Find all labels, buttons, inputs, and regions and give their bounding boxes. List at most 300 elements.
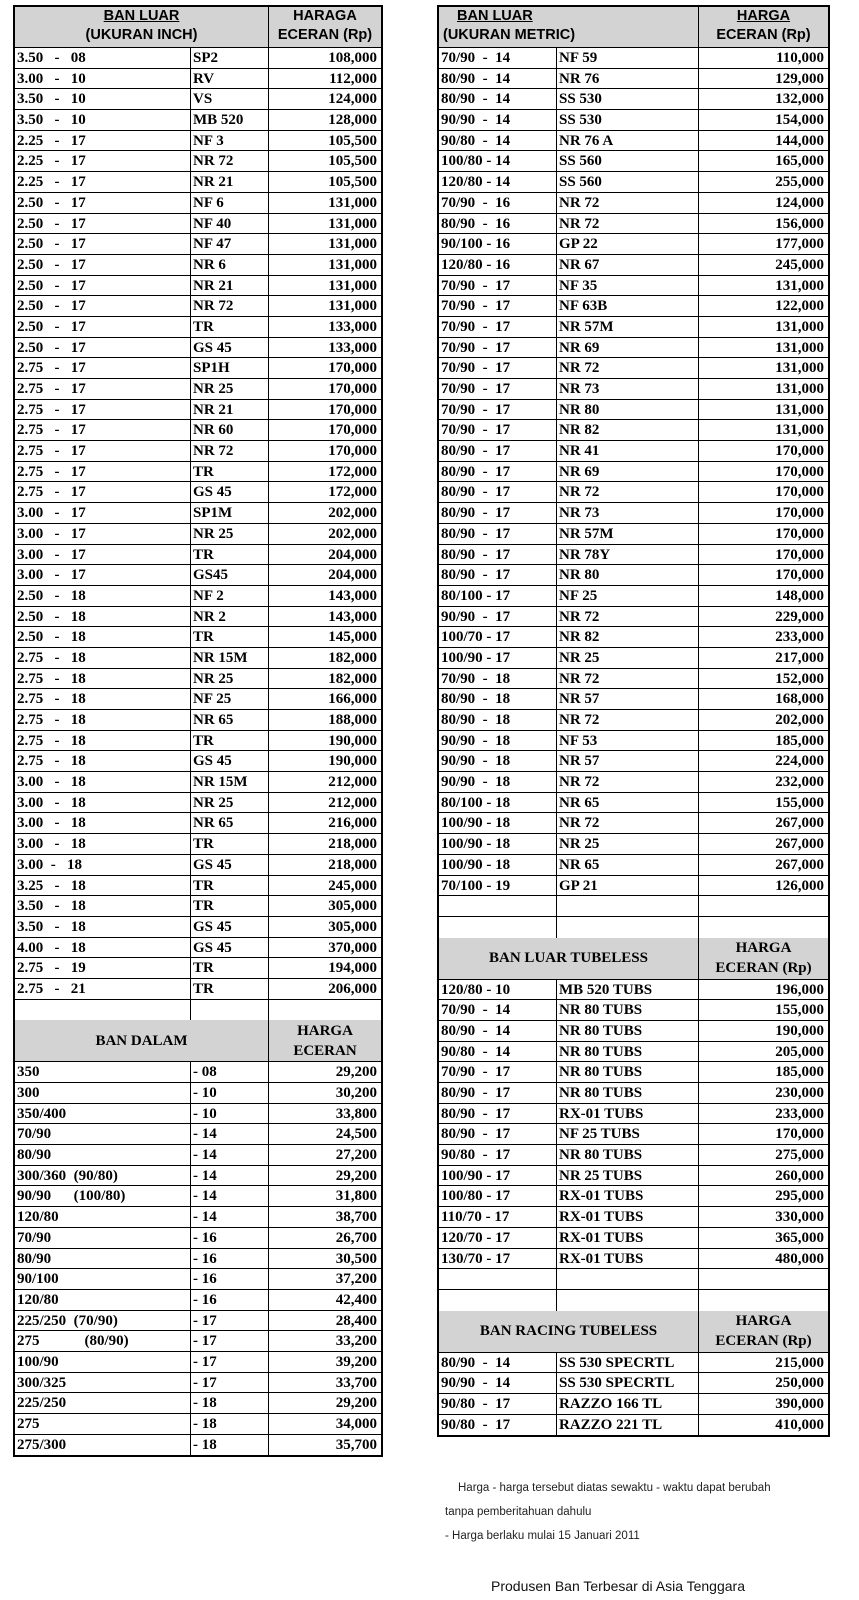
right-price-header-line1: HARGA — [736, 8, 791, 24]
size-cell: 3.00 - 18 — [15, 772, 191, 792]
type-cell: NR 15M — [191, 648, 269, 668]
size-cell: 70/90 - 17 — [439, 317, 557, 337]
table-row — [15, 1228, 381, 1249]
table-row — [439, 1415, 828, 1436]
type-cell: TR — [191, 731, 269, 751]
size-cell: 225/250 — [15, 1393, 191, 1413]
table-row — [439, 400, 828, 421]
table-row — [439, 896, 828, 917]
type-cell: SS 530 SPECRTL — [557, 1373, 699, 1393]
size-cell: 2.75 - 18 — [15, 689, 191, 709]
table-row — [439, 1353, 828, 1374]
racing-price-line2: ECERAN (Rp) — [715, 1333, 812, 1350]
size-cell: 2.75 - 17 — [15, 379, 191, 399]
type-cell: TR — [191, 317, 269, 337]
size-cell: 70/90 - 17 — [439, 420, 557, 440]
price-cell: 39,200 — [335, 1353, 377, 1370]
price-cell: 185,000 — [775, 732, 824, 749]
table-row — [15, 358, 381, 379]
size-cell: 2.50 - 17 — [15, 193, 191, 213]
type-cell: - 17 — [191, 1311, 269, 1331]
price-cell: 131,000 — [775, 339, 824, 356]
table-row — [439, 1042, 828, 1063]
size-cell: 3.00 - 18 — [15, 793, 191, 813]
tubeless-rows — [439, 980, 828, 1311]
type-cell: GP 21 — [557, 876, 699, 896]
table-row — [15, 751, 381, 772]
price-cell: 30,200 — [335, 1085, 377, 1101]
size-cell — [439, 1269, 557, 1289]
table-row — [439, 1186, 828, 1207]
size-cell: 2.75 - 18 — [15, 751, 191, 771]
price-cell: 295,000 — [775, 1188, 824, 1205]
type-cell: NR 25 — [191, 669, 269, 689]
racing-header-row — [439, 1311, 828, 1353]
type-cell: TR — [191, 627, 269, 647]
price-cell: 42,400 — [335, 1291, 377, 1308]
price-cell: 194,000 — [328, 960, 377, 977]
size-cell: 70/90 — [15, 1228, 191, 1248]
size-cell: 2.75 - 17 — [15, 358, 191, 378]
table-row — [15, 1373, 381, 1394]
price-cell: 202,000 — [775, 712, 824, 728]
size-cell: 350/400 — [15, 1104, 191, 1124]
size-cell: 70/90 - 16 — [439, 193, 557, 213]
size-cell: 120/80 - 10 — [439, 980, 557, 1000]
table-row — [15, 1269, 381, 1290]
type-cell: - 17 — [191, 1373, 269, 1393]
type-cell: NR 72 — [557, 214, 699, 234]
table-row — [15, 1352, 381, 1373]
table-row — [15, 586, 381, 607]
price-cell — [699, 1269, 828, 1289]
left-size-header-line2: (UKURAN INCH) — [85, 27, 198, 43]
table-row — [439, 441, 828, 462]
price-cell: 216,000 — [328, 815, 377, 832]
type-cell: NR 72 — [557, 710, 699, 730]
size-cell: 2.50 - 18 — [15, 586, 191, 606]
type-cell: NR 65 — [557, 793, 699, 813]
size-cell: 3.00 - 18 — [15, 813, 191, 833]
price-cell: 33,200 — [335, 1333, 377, 1350]
size-cell: 300/360 (90/80) — [15, 1166, 191, 1186]
size-cell: 110/70 - 17 — [439, 1207, 557, 1227]
price-cell — [699, 896, 828, 916]
price-cell: 245,000 — [328, 877, 377, 894]
size-cell: 3.00 - 10 — [15, 69, 191, 89]
table-row — [439, 607, 828, 628]
type-cell: NF 3 — [191, 131, 269, 151]
table-row — [439, 669, 828, 690]
right-rows — [439, 48, 828, 938]
type-cell: NR 72 — [557, 669, 699, 689]
size-cell: 80/90 - 17 — [439, 565, 557, 585]
left-size-header — [15, 7, 269, 47]
table-row — [15, 689, 381, 710]
type-cell: NF 63B — [557, 296, 699, 316]
note-line-1: Harga - harga tersebut diatas sewaktu - waktu dapat berubah — [458, 1482, 771, 1494]
type-cell: RX-01 TUBS — [557, 1104, 699, 1124]
right-price-table — [437, 5, 830, 1437]
type-cell: NR 72 — [557, 813, 699, 833]
size-cell: 3.50 - 10 — [15, 110, 191, 130]
price-cell: 132,000 — [775, 91, 824, 108]
type-cell: NF 25 TUBS — [557, 1124, 699, 1144]
type-cell — [557, 917, 699, 938]
type-cell: NR 25 TUBS — [557, 1166, 699, 1186]
price-cell: 108,000 — [328, 50, 377, 66]
size-cell: 80/90 - 17 — [439, 1104, 557, 1124]
price-cell: 131,000 — [775, 360, 824, 377]
size-cell: 70/90 — [15, 1124, 191, 1144]
size-cell: 100/80 - 17 — [439, 1186, 557, 1206]
type-cell: NR 72 — [557, 772, 699, 792]
price-cell: 172,000 — [328, 463, 377, 480]
type-cell: GP 22 — [557, 234, 699, 254]
type-cell: NR 25 — [557, 834, 699, 854]
size-cell: 2.75 - 17 — [15, 400, 191, 420]
size-cell: 120/80 - 16 — [439, 255, 557, 275]
table-row — [439, 338, 828, 359]
size-cell: 120/70 - 17 — [439, 1228, 557, 1248]
type-cell: GS 45 — [191, 855, 269, 875]
table-row — [15, 379, 381, 400]
size-cell: 2.75 - 18 — [15, 669, 191, 689]
type-cell: - 08 — [191, 1062, 269, 1082]
table-row — [15, 441, 381, 462]
size-cell: 90/90 - 18 — [439, 751, 557, 771]
type-cell: NR 65 — [191, 710, 269, 730]
size-cell: 100/90 - 17 — [439, 648, 557, 668]
type-cell: TR — [191, 896, 269, 916]
size-cell: 2.50 - 17 — [15, 255, 191, 275]
table-row — [439, 296, 828, 317]
size-cell: 300 — [15, 1083, 191, 1103]
price-cell: 390,000 — [775, 1395, 824, 1412]
price-cell: 170,000 — [775, 1126, 824, 1143]
size-cell: 2.50 - 18 — [15, 607, 191, 627]
type-cell: NF 25 — [557, 586, 699, 606]
price-cell: 144,000 — [775, 132, 824, 149]
size-cell: 300/325 — [15, 1373, 191, 1393]
size-cell: 90/100 - 16 — [439, 234, 557, 254]
size-cell: 70/90 - 17 — [439, 400, 557, 420]
type-cell: - 14 — [191, 1166, 269, 1186]
price-cell: 170,000 — [328, 422, 377, 439]
table-row — [15, 400, 381, 421]
type-cell: NF 6 — [191, 193, 269, 213]
type-cell: NR 6 — [191, 255, 269, 275]
left-size-header-line1: BAN LUAR — [103, 8, 180, 24]
table-row — [439, 710, 828, 731]
price-cell: 168,000 — [775, 691, 824, 708]
price-cell: 143,000 — [328, 587, 377, 604]
price-cell: 131,000 — [328, 236, 377, 253]
table-row — [15, 793, 381, 814]
price-cell: 33,700 — [335, 1374, 377, 1391]
size-cell: 3.50 - 08 — [15, 48, 191, 68]
price-cell: 365,000 — [775, 1229, 824, 1246]
type-cell: - 18 — [191, 1435, 269, 1456]
size-cell: 100/90 — [15, 1352, 191, 1372]
size-cell: 90/90 - 18 — [439, 731, 557, 751]
price-cell: 224,000 — [775, 753, 824, 770]
left-rows — [15, 48, 381, 1020]
table-row — [439, 1249, 828, 1270]
size-cell: 2.50 - 18 — [15, 627, 191, 647]
type-cell: RX-01 TUBS — [557, 1249, 699, 1269]
size-cell: 80/90 — [15, 1145, 191, 1165]
table-row — [439, 503, 828, 524]
type-cell: NR 80 TUBS — [557, 1083, 699, 1103]
price-cell: 124,000 — [775, 194, 824, 211]
size-cell: 2.75 - 17 — [15, 462, 191, 482]
price-cell: 31,800 — [335, 1188, 377, 1205]
price-cell: 170,000 — [328, 381, 377, 397]
type-cell: NF 2 — [191, 586, 269, 606]
table-row — [15, 896, 381, 917]
size-cell: 70/90 - 17 — [439, 379, 557, 399]
price-cell: 170,000 — [775, 463, 824, 480]
table-row — [15, 131, 381, 152]
size-cell: 100/80 - 14 — [439, 151, 557, 171]
table-row — [439, 876, 828, 897]
price-cell: 275,000 — [775, 1147, 824, 1164]
size-cell: 70/90 - 14 — [439, 48, 557, 68]
size-cell: 275/300 — [15, 1435, 191, 1456]
table-row — [439, 1394, 828, 1415]
table-row — [15, 89, 381, 110]
price-cell: 24,500 — [335, 1126, 377, 1143]
table-row — [439, 1207, 828, 1228]
price-cell: 190,000 — [775, 1022, 824, 1039]
price-cell: 152,000 — [775, 670, 824, 687]
price-cell: 170,000 — [775, 525, 824, 542]
type-cell: NR 72 — [191, 151, 269, 171]
price-cell: 126,000 — [775, 877, 824, 894]
type-cell: NR 57 — [557, 751, 699, 771]
price-cell: 37,200 — [335, 1271, 377, 1288]
price-cell: 212,000 — [328, 774, 377, 791]
price-cell: 217,000 — [775, 649, 824, 666]
table-row — [439, 1000, 828, 1021]
type-cell: NR 2 — [191, 607, 269, 627]
right-size-header-line1: BAN LUAR — [457, 8, 533, 24]
type-cell: TR — [191, 958, 269, 978]
racing-price-header — [699, 1311, 828, 1352]
price-cell: 131,000 — [775, 318, 824, 335]
tubeless-header-row — [439, 938, 828, 980]
table-row — [439, 1166, 828, 1187]
price-cell — [269, 1000, 381, 1021]
type-cell: - 16 — [191, 1269, 269, 1289]
table-row — [15, 69, 381, 90]
type-cell: - 17 — [191, 1331, 269, 1351]
type-cell: NF 35 — [557, 276, 699, 296]
table-row — [439, 48, 828, 69]
table-row — [439, 834, 828, 855]
price-cell: 170,000 — [775, 443, 824, 460]
ban-dalam-rows — [15, 1062, 381, 1455]
type-cell: - 14 — [191, 1207, 269, 1227]
type-cell: NR 57 — [557, 689, 699, 709]
size-cell: 2.50 - 17 — [15, 296, 191, 316]
type-cell: NR 72 — [557, 607, 699, 627]
price-cell: 410,000 — [775, 1416, 824, 1433]
table-row — [439, 358, 828, 379]
type-cell: SS 560 — [557, 151, 699, 171]
size-cell: 2.75 - 21 — [15, 979, 191, 999]
table-row — [439, 524, 828, 545]
type-cell: NR 76 A — [557, 131, 699, 151]
type-cell: NR 67 — [557, 255, 699, 275]
size-cell: 80/90 - 17 — [439, 545, 557, 565]
table-row — [439, 565, 828, 586]
price-cell: 155,000 — [775, 794, 824, 811]
size-cell: 3.25 - 18 — [15, 876, 191, 896]
table-row — [15, 648, 381, 669]
type-cell: NR 60 — [191, 420, 269, 440]
table-row — [439, 855, 828, 876]
type-cell: NR 72 — [557, 482, 699, 502]
table-row — [439, 234, 828, 255]
table-row — [439, 1062, 828, 1083]
price-cell: 305,000 — [328, 898, 377, 915]
size-cell: 3.50 - 10 — [15, 89, 191, 109]
type-cell: - 14 — [191, 1124, 269, 1144]
type-cell: RV — [191, 69, 269, 89]
table-row — [15, 462, 381, 483]
table-row — [15, 482, 381, 503]
price-cell: 155,000 — [775, 1002, 824, 1019]
price-cell: 218,000 — [328, 836, 377, 853]
type-cell: NR 21 — [191, 400, 269, 420]
type-cell: NR 78Y — [557, 545, 699, 565]
type-cell: NR 72 — [191, 296, 269, 316]
price-cell: 28,400 — [335, 1312, 377, 1329]
type-cell: RX-01 TUBS — [557, 1228, 699, 1248]
size-cell: 2.75 - 19 — [15, 958, 191, 978]
size-cell: 80/90 - 14 — [439, 1021, 557, 1041]
type-cell: SS 530 SPECRTL — [557, 1353, 699, 1373]
price-cell: 233,000 — [775, 629, 824, 646]
table-row — [439, 648, 828, 669]
size-cell: 130/70 - 17 — [439, 1249, 557, 1269]
type-cell: RAZZO 221 TL — [557, 1415, 699, 1436]
left-price-header-line1: HARAGA — [293, 8, 357, 24]
table-row — [15, 607, 381, 628]
table-row — [15, 214, 381, 235]
type-cell — [557, 1269, 699, 1289]
type-cell: NR 80 TUBS — [557, 1000, 699, 1020]
table-row — [15, 317, 381, 338]
ban-dalam-price-line1: HARGA — [297, 1022, 353, 1039]
price-cell: 170,000 — [328, 360, 377, 377]
type-cell: SP1H — [191, 358, 269, 378]
table-row — [439, 276, 828, 297]
size-cell: 70/90 - 14 — [439, 1000, 557, 1020]
price-cell: 267,000 — [775, 815, 824, 832]
size-cell: 3.00 - 17 — [15, 545, 191, 565]
type-cell: GS 45 — [191, 751, 269, 771]
price-cell: 172,000 — [328, 484, 377, 501]
table-row — [439, 1290, 828, 1311]
price-cell: 196,000 — [775, 981, 824, 998]
price-cell: 131,000 — [328, 277, 377, 294]
table-row — [15, 669, 381, 690]
table-row — [439, 172, 828, 193]
type-cell: - 16 — [191, 1249, 269, 1269]
type-cell: NR 80 — [557, 400, 699, 420]
table-row — [439, 462, 828, 483]
type-cell: GS45 — [191, 565, 269, 585]
size-cell: 100/90 - 18 — [439, 813, 557, 833]
table-row — [15, 917, 381, 938]
table-row — [15, 338, 381, 359]
type-cell: NF 53 — [557, 731, 699, 751]
table-row — [15, 420, 381, 441]
type-cell: - 18 — [191, 1414, 269, 1434]
type-cell: NR 25 — [191, 524, 269, 544]
price-cell: 154,000 — [775, 112, 824, 129]
size-cell: 80/100 - 17 — [439, 586, 557, 606]
size-cell: 100/90 - 17 — [439, 1166, 557, 1186]
type-cell: NF 47 — [191, 234, 269, 254]
price-cell: 170,000 — [775, 484, 824, 501]
table-row — [439, 689, 828, 710]
ban-dalam-title: BAN DALAM — [15, 1020, 269, 1061]
table-row — [15, 876, 381, 897]
table-row — [15, 1083, 381, 1104]
type-cell: - 10 — [191, 1104, 269, 1124]
table-row — [15, 1290, 381, 1311]
tubeless-title: BAN LUAR TUBELESS — [439, 938, 699, 979]
table-row — [439, 151, 828, 172]
table-row — [439, 1124, 828, 1145]
table-row — [15, 193, 381, 214]
type-cell: NR 72 — [557, 193, 699, 213]
size-cell: 120/80 — [15, 1207, 191, 1227]
size-cell: 225/250 (70/90) — [15, 1311, 191, 1331]
left-price-header-line2: ECERAN (Rp) — [277, 27, 373, 43]
price-cell: 105,500 — [328, 132, 377, 149]
price-cell: 112,000 — [329, 70, 377, 87]
price-cell: 131,000 — [328, 194, 377, 211]
type-cell: NF 59 — [557, 48, 699, 68]
table-row — [439, 980, 828, 1001]
size-cell — [439, 1290, 557, 1311]
type-cell: TR — [191, 979, 269, 999]
price-cell: 148,000 — [775, 587, 824, 604]
size-cell: 4.00 - 18 — [15, 938, 191, 958]
size-cell: 70/90 - 17 — [439, 338, 557, 358]
type-cell: NR 25 — [191, 793, 269, 813]
right-price-header-line2: ECERAN (Rp) — [716, 27, 811, 43]
table-row — [439, 627, 828, 648]
price-cell: 128,000 — [328, 112, 377, 129]
table-row — [15, 110, 381, 131]
type-cell: NR 72 — [191, 441, 269, 461]
price-cell: 131,000 — [775, 381, 824, 397]
size-cell: 100/90 - 18 — [439, 834, 557, 854]
type-cell: NR 25 — [557, 648, 699, 668]
footer-tagline: Produsen Ban Terbesar di Asia Tenggara — [491, 1578, 745, 1594]
type-cell: NR 25 — [191, 379, 269, 399]
price-cell: 34,000 — [335, 1416, 377, 1432]
price-cell: 218,000 — [328, 856, 377, 873]
price-cell: 166,000 — [328, 691, 377, 708]
size-cell: 2.50 - 17 — [15, 234, 191, 254]
